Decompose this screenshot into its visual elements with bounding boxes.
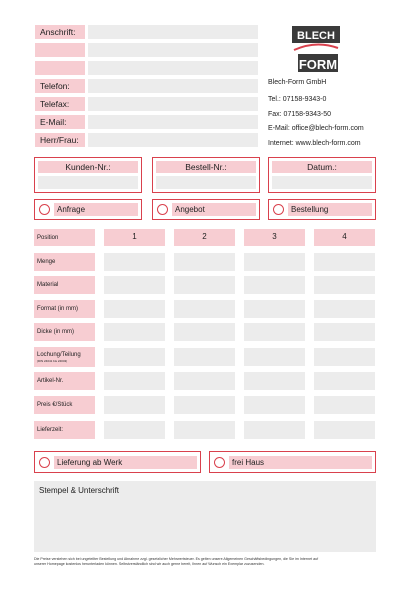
position-table (34, 229, 376, 441)
row-label (34, 421, 95, 439)
table-cell[interactable] (104, 276, 165, 294)
telefon-label: Telefon: (35, 79, 85, 93)
table-cell[interactable] (104, 300, 165, 318)
lieferung-ab-werk-label: Lieferung ab Werk (54, 456, 197, 469)
row-label-subtext: (DIN 24041 bis 24043) (37, 359, 68, 363)
table-cell[interactable] (104, 421, 165, 439)
radio-frei-haus[interactable] (214, 457, 225, 468)
row-label-text: Lieferzeit: (37, 427, 64, 433)
company-name: Blech-Form GmbH (268, 79, 327, 86)
table-cell[interactable] (174, 396, 235, 414)
table-cell[interactable] (244, 323, 305, 341)
option-angebot-label: Angebot (172, 203, 256, 216)
svg-text:FORM: FORM (298, 57, 338, 72)
frei-haus-label: frei Haus (229, 456, 372, 469)
kunden-nr-label: Kunden-Nr.: (38, 161, 138, 173)
radio-bestellung[interactable] (273, 204, 284, 215)
company-fax: Fax: 07158-9343-50 (268, 111, 332, 118)
row-label-text: Preis €/Stück (37, 402, 73, 408)
radio-angebot[interactable] (157, 204, 168, 215)
telefax-field[interactable] (88, 97, 258, 111)
datum-box (268, 157, 376, 193)
address-label: Anschrift: (35, 25, 85, 39)
column-header: 4 (314, 229, 375, 246)
herr-frau-label: Herr/Frau: (35, 133, 85, 147)
table-cell[interactable] (244, 276, 305, 294)
table-cell[interactable] (314, 323, 375, 341)
datum-label: Datum.: (272, 161, 372, 173)
signature-area[interactable] (34, 481, 376, 552)
table-cell[interactable] (244, 300, 305, 318)
email-label: E-Mail: (35, 115, 85, 129)
row-label (34, 396, 95, 414)
table-cell[interactable] (174, 300, 235, 318)
option-frei-haus[interactable] (209, 451, 376, 473)
signature-label: Stempel & Unterschrift (39, 486, 120, 495)
table-cell[interactable] (244, 253, 305, 271)
table-cell[interactable] (174, 348, 235, 366)
row-label-text: Dicke (in mm) (37, 329, 74, 335)
table-cell[interactable] (104, 348, 165, 366)
bestell-nr-label: Bestell-Nr.: (156, 161, 256, 173)
table-cell[interactable] (314, 276, 375, 294)
logo-graphic (292, 26, 340, 74)
table-cell[interactable] (314, 300, 375, 318)
table-cell[interactable] (314, 372, 375, 390)
datum-field[interactable] (272, 176, 372, 189)
address-label-blank (35, 43, 85, 57)
option-bestellung-label: Bestellung (288, 203, 372, 216)
table-cell[interactable] (104, 323, 165, 341)
address-label-blank (35, 61, 85, 75)
row-label (34, 276, 95, 294)
table-cell[interactable] (174, 372, 235, 390)
telefax-label: Telefax: (35, 97, 85, 111)
radio-anfrage[interactable] (39, 204, 50, 215)
address-field[interactable] (88, 43, 258, 57)
company-internet: Internet: www.blech-form.com (268, 140, 361, 147)
table-cell[interactable] (314, 348, 375, 366)
row-label (34, 323, 95, 341)
table-cell[interactable] (244, 372, 305, 390)
table-cell[interactable] (244, 396, 305, 414)
herr-frau-field[interactable] (88, 133, 258, 147)
footer-terms (34, 557, 379, 567)
row-label (34, 253, 95, 271)
row-label-text: Format (in mm) (37, 306, 78, 312)
option-angebot[interactable] (152, 199, 260, 220)
column-header: 2 (174, 229, 235, 246)
address-field[interactable] (88, 61, 258, 75)
table-cell[interactable] (174, 421, 235, 439)
footer-line: Die Preise verstehen sich bei ungeteilter Bestellung und Abnahme zzgl. gesetzlicher Mehrwertsteuer. Es gelten unsere Allgemeinen Geschäftsbedingungen, die Sie im Internet auf (34, 557, 319, 561)
telefon-field[interactable] (88, 79, 258, 93)
table-cell[interactable] (314, 253, 375, 271)
bestell-nr-field[interactable] (156, 176, 256, 189)
table-cell[interactable] (174, 253, 235, 271)
svg-text:BLECH: BLECH (297, 30, 335, 42)
table-cell[interactable] (174, 276, 235, 294)
bestell-nr-box (152, 157, 260, 193)
table-cell[interactable] (314, 421, 375, 439)
company-tel: Tel.: 07158-9343-0 (268, 96, 327, 103)
kunden-nr-field[interactable] (38, 176, 138, 189)
row-label-text: Material (37, 282, 59, 288)
table-cell[interactable] (244, 421, 305, 439)
row-label-text: Lochung/Teilung (37, 352, 81, 358)
option-anfrage[interactable] (34, 199, 142, 220)
row-label (34, 372, 95, 390)
table-cell[interactable] (104, 372, 165, 390)
table-cell[interactable] (314, 396, 375, 414)
table-cell[interactable] (104, 396, 165, 414)
table-cell[interactable] (244, 348, 305, 366)
radio-lieferung-ab-werk[interactable] (39, 457, 50, 468)
company-logo (292, 26, 340, 74)
table-cell[interactable] (174, 323, 235, 341)
address-field[interactable] (88, 25, 258, 39)
table-cell[interactable] (104, 253, 165, 271)
email-field[interactable] (88, 115, 258, 129)
option-anfrage-label: Anfrage (54, 203, 138, 216)
column-header: 1 (104, 229, 165, 246)
company-email: E-Mail: office@blech-form.com (268, 125, 364, 132)
option-bestellung[interactable] (268, 199, 376, 220)
position-label: Position (34, 229, 95, 246)
column-header: 3 (244, 229, 305, 246)
row-label (34, 300, 95, 318)
footer-line: unserer Homepage kostenlos herunterladen können. Selbstverständlich sind wir auch gerne bereit, Ihnen auf Wunsch ein Exemplar zuzusenden. (34, 562, 265, 566)
row-label (34, 347, 95, 367)
row-label-text: Menge (37, 259, 56, 265)
option-lieferung-ab-werk[interactable] (34, 451, 201, 473)
row-label-text: Artikel-Nr. (37, 378, 64, 384)
kunden-nr-box (34, 157, 142, 193)
